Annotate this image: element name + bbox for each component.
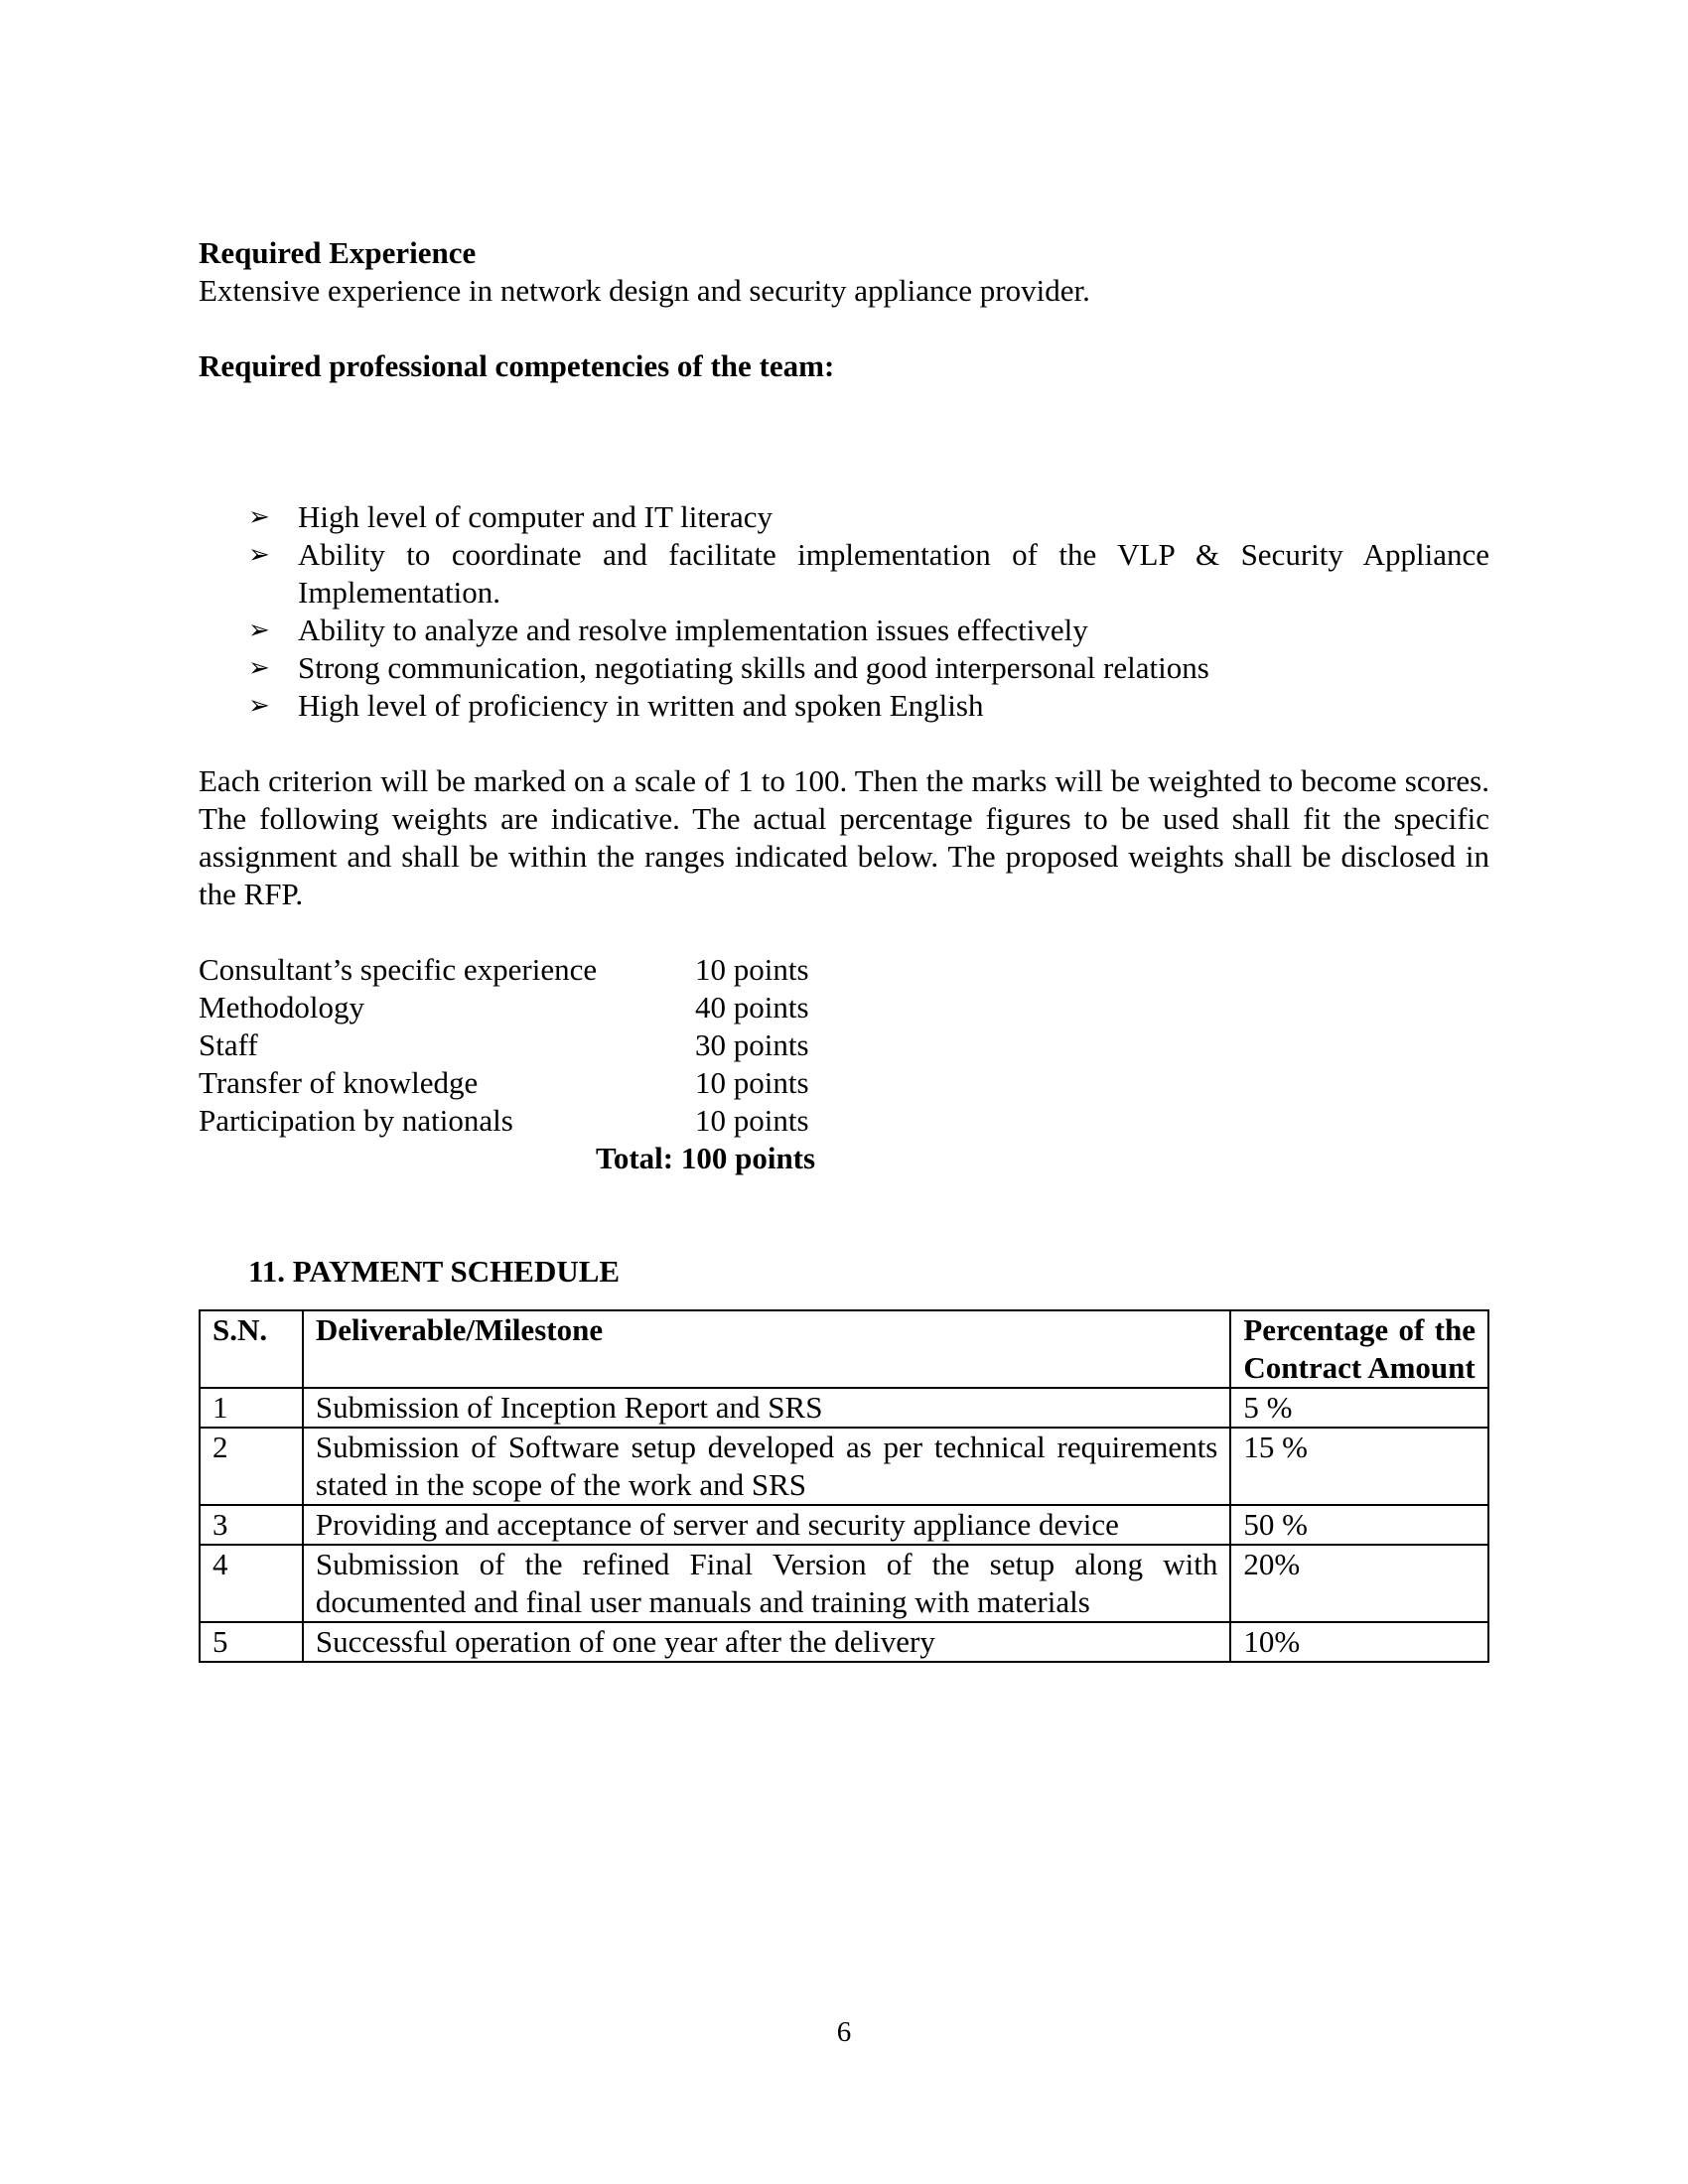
header-deliverable: Deliverable/Milestone xyxy=(303,1310,1231,1388)
table-row xyxy=(200,1545,1488,1622)
weight-points: 30 points xyxy=(695,1027,809,1062)
cell-percentage: 15 % xyxy=(1230,1428,1488,1505)
competency-text: Ability to analyze and resolve implementation issues effectively xyxy=(298,613,1088,647)
cell-sn: 1 xyxy=(200,1388,303,1428)
list-item xyxy=(199,687,1489,725)
list-item xyxy=(199,498,1489,536)
weight-label: Participation by nationals xyxy=(199,1103,513,1138)
cell-deliverable: Successful operation of one year after the delivery xyxy=(303,1622,1231,1662)
cell-sn: 2 xyxy=(200,1428,303,1505)
weight-row xyxy=(199,1064,1489,1102)
list-item xyxy=(199,536,1489,612)
cell-percentage: 50 % xyxy=(1230,1505,1488,1545)
cell-deliverable: Providing and acceptance of server and security appliance device xyxy=(303,1505,1231,1545)
weights-list xyxy=(199,951,1489,1177)
cell-deliverable: Submission of Inception Report and SRS xyxy=(303,1388,1231,1428)
weight-label: Transfer of knowledge xyxy=(199,1065,479,1100)
competency-text: High level of proficiency in written and spoken English xyxy=(298,688,984,723)
weight-label: Staff xyxy=(199,1027,258,1062)
arrow-bullet-icon: ➢ xyxy=(248,502,270,532)
required-experience-heading: Required Experience xyxy=(199,235,477,270)
weight-points: 40 points xyxy=(695,990,809,1024)
weight-row xyxy=(199,1102,1489,1140)
competency-text: Strong communication, negotiating skills and good interpersonal relations xyxy=(298,650,1209,685)
competency-text: High level of computer and IT literacy xyxy=(298,499,774,534)
table-row xyxy=(200,1505,1488,1545)
arrow-bullet-icon: ➢ xyxy=(248,615,270,645)
table-row xyxy=(200,1428,1488,1505)
weight-row xyxy=(199,1026,1489,1064)
header-percentage: Percentage of the Contract Amount xyxy=(1230,1310,1488,1388)
weight-points: 10 points xyxy=(695,1065,809,1100)
arrow-bullet-icon: ➢ xyxy=(248,691,270,721)
table-header-row xyxy=(200,1310,1488,1388)
document-page xyxy=(199,234,1489,1663)
weight-label: Consultant’s specific experience xyxy=(199,952,598,987)
weight-label: Methodology xyxy=(199,990,365,1024)
weight-row xyxy=(199,989,1489,1026)
cell-sn: 5 xyxy=(200,1622,303,1662)
payment-schedule-table xyxy=(199,1309,1489,1663)
payment-schedule-title: 11. PAYMENT SCHEDULE xyxy=(248,1254,621,1289)
page-number: 6 xyxy=(836,2016,852,2048)
competencies-list xyxy=(199,498,1489,725)
required-experience-text: Extensive experience in network design and security appliance provider. xyxy=(199,273,1090,308)
arrow-bullet-icon: ➢ xyxy=(248,653,270,683)
cell-deliverable: Submission of the refined Final Version of the setup along with documented and final user manuals and training with materials xyxy=(303,1545,1231,1622)
cell-percentage: 5 % xyxy=(1230,1388,1488,1428)
list-item xyxy=(199,649,1489,687)
competency-text: Ability to coordinate and facilitate implementation of the VLP & Security Appliance Implementation. xyxy=(298,537,1489,610)
weights-total: Total: 100 points xyxy=(596,1141,816,1175)
cell-sn: 3 xyxy=(200,1505,303,1545)
cell-percentage: 20% xyxy=(1230,1545,1488,1622)
header-sn: S.N. xyxy=(200,1310,303,1388)
weight-row xyxy=(199,951,1489,989)
competencies-heading: Required professional competencies of the team: xyxy=(199,348,835,383)
weight-points: 10 points xyxy=(695,952,809,987)
cell-deliverable: Submission of Software setup developed as per technical requirements stated in the scope of the work and SRS xyxy=(303,1428,1231,1505)
cell-sn: 4 xyxy=(200,1545,303,1622)
weight-points: 10 points xyxy=(695,1103,809,1138)
table-row xyxy=(200,1388,1488,1428)
criteria-paragraph: Each criterion will be marked on a scale of 1 to 100. Then the marks will be weighted to become scores. The following weights are indicative. The actual percentage figures to be used shall fit the specific assignment and shall be within the ranges indicated below. The proposed weights shall be disclosed in the RFP. xyxy=(199,763,1489,911)
arrow-bullet-icon: ➢ xyxy=(248,540,270,570)
list-item xyxy=(199,612,1489,649)
table-row xyxy=(200,1622,1488,1662)
cell-percentage: 10% xyxy=(1230,1622,1488,1662)
